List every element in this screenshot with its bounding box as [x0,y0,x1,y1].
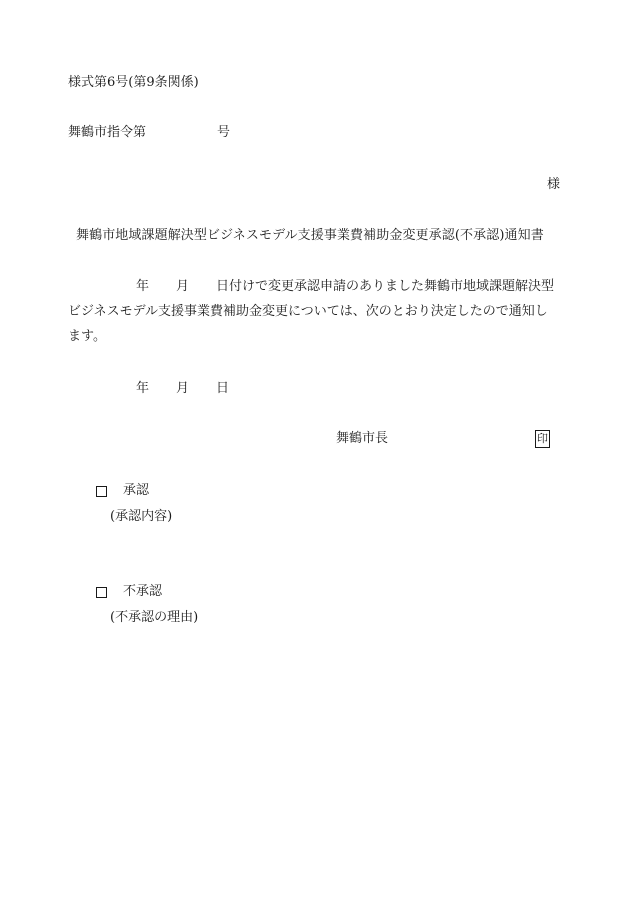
issue-date-month: 月 [176,381,190,396]
body-text-line-2: ビジネスモデル支援事業費補助金変更については、次のとおり決定したので通知し [68,304,548,319]
approve-label: 承認 [123,483,150,498]
document-title: 舞鶴市地域課題解決型ビジネスモデル支援事業費補助金変更承認(不承認)通知書 [76,228,544,243]
form-number: 様式第6号(第9条関係) [68,75,199,90]
addressee-honorific: 様 [546,177,560,192]
body-date-month: 月 [176,279,190,294]
reference-number-prefix: 舞鶴市指令第 [68,125,147,140]
issue-date-year: 年 [136,381,150,396]
rejection-reason-label: (不承認の理由) [110,610,199,625]
approval-details-label: (承認内容) [110,509,173,524]
seal-mark: 印 [535,430,550,448]
reject-checkbox[interactable] [96,587,107,598]
body-text-line-3: ます。 [68,329,106,344]
body-text-line-1: 日付けで変更承認申請のありました舞鶴市地域課題解決型 [216,279,555,294]
body-date-year: 年 [136,279,150,294]
approve-checkbox[interactable] [96,486,107,497]
issuer-name: 舞鶴市長 [336,431,389,446]
reference-number-suffix: 号 [217,125,231,140]
issue-date-day: 日 [216,381,230,396]
reject-label: 不承認 [123,584,163,599]
